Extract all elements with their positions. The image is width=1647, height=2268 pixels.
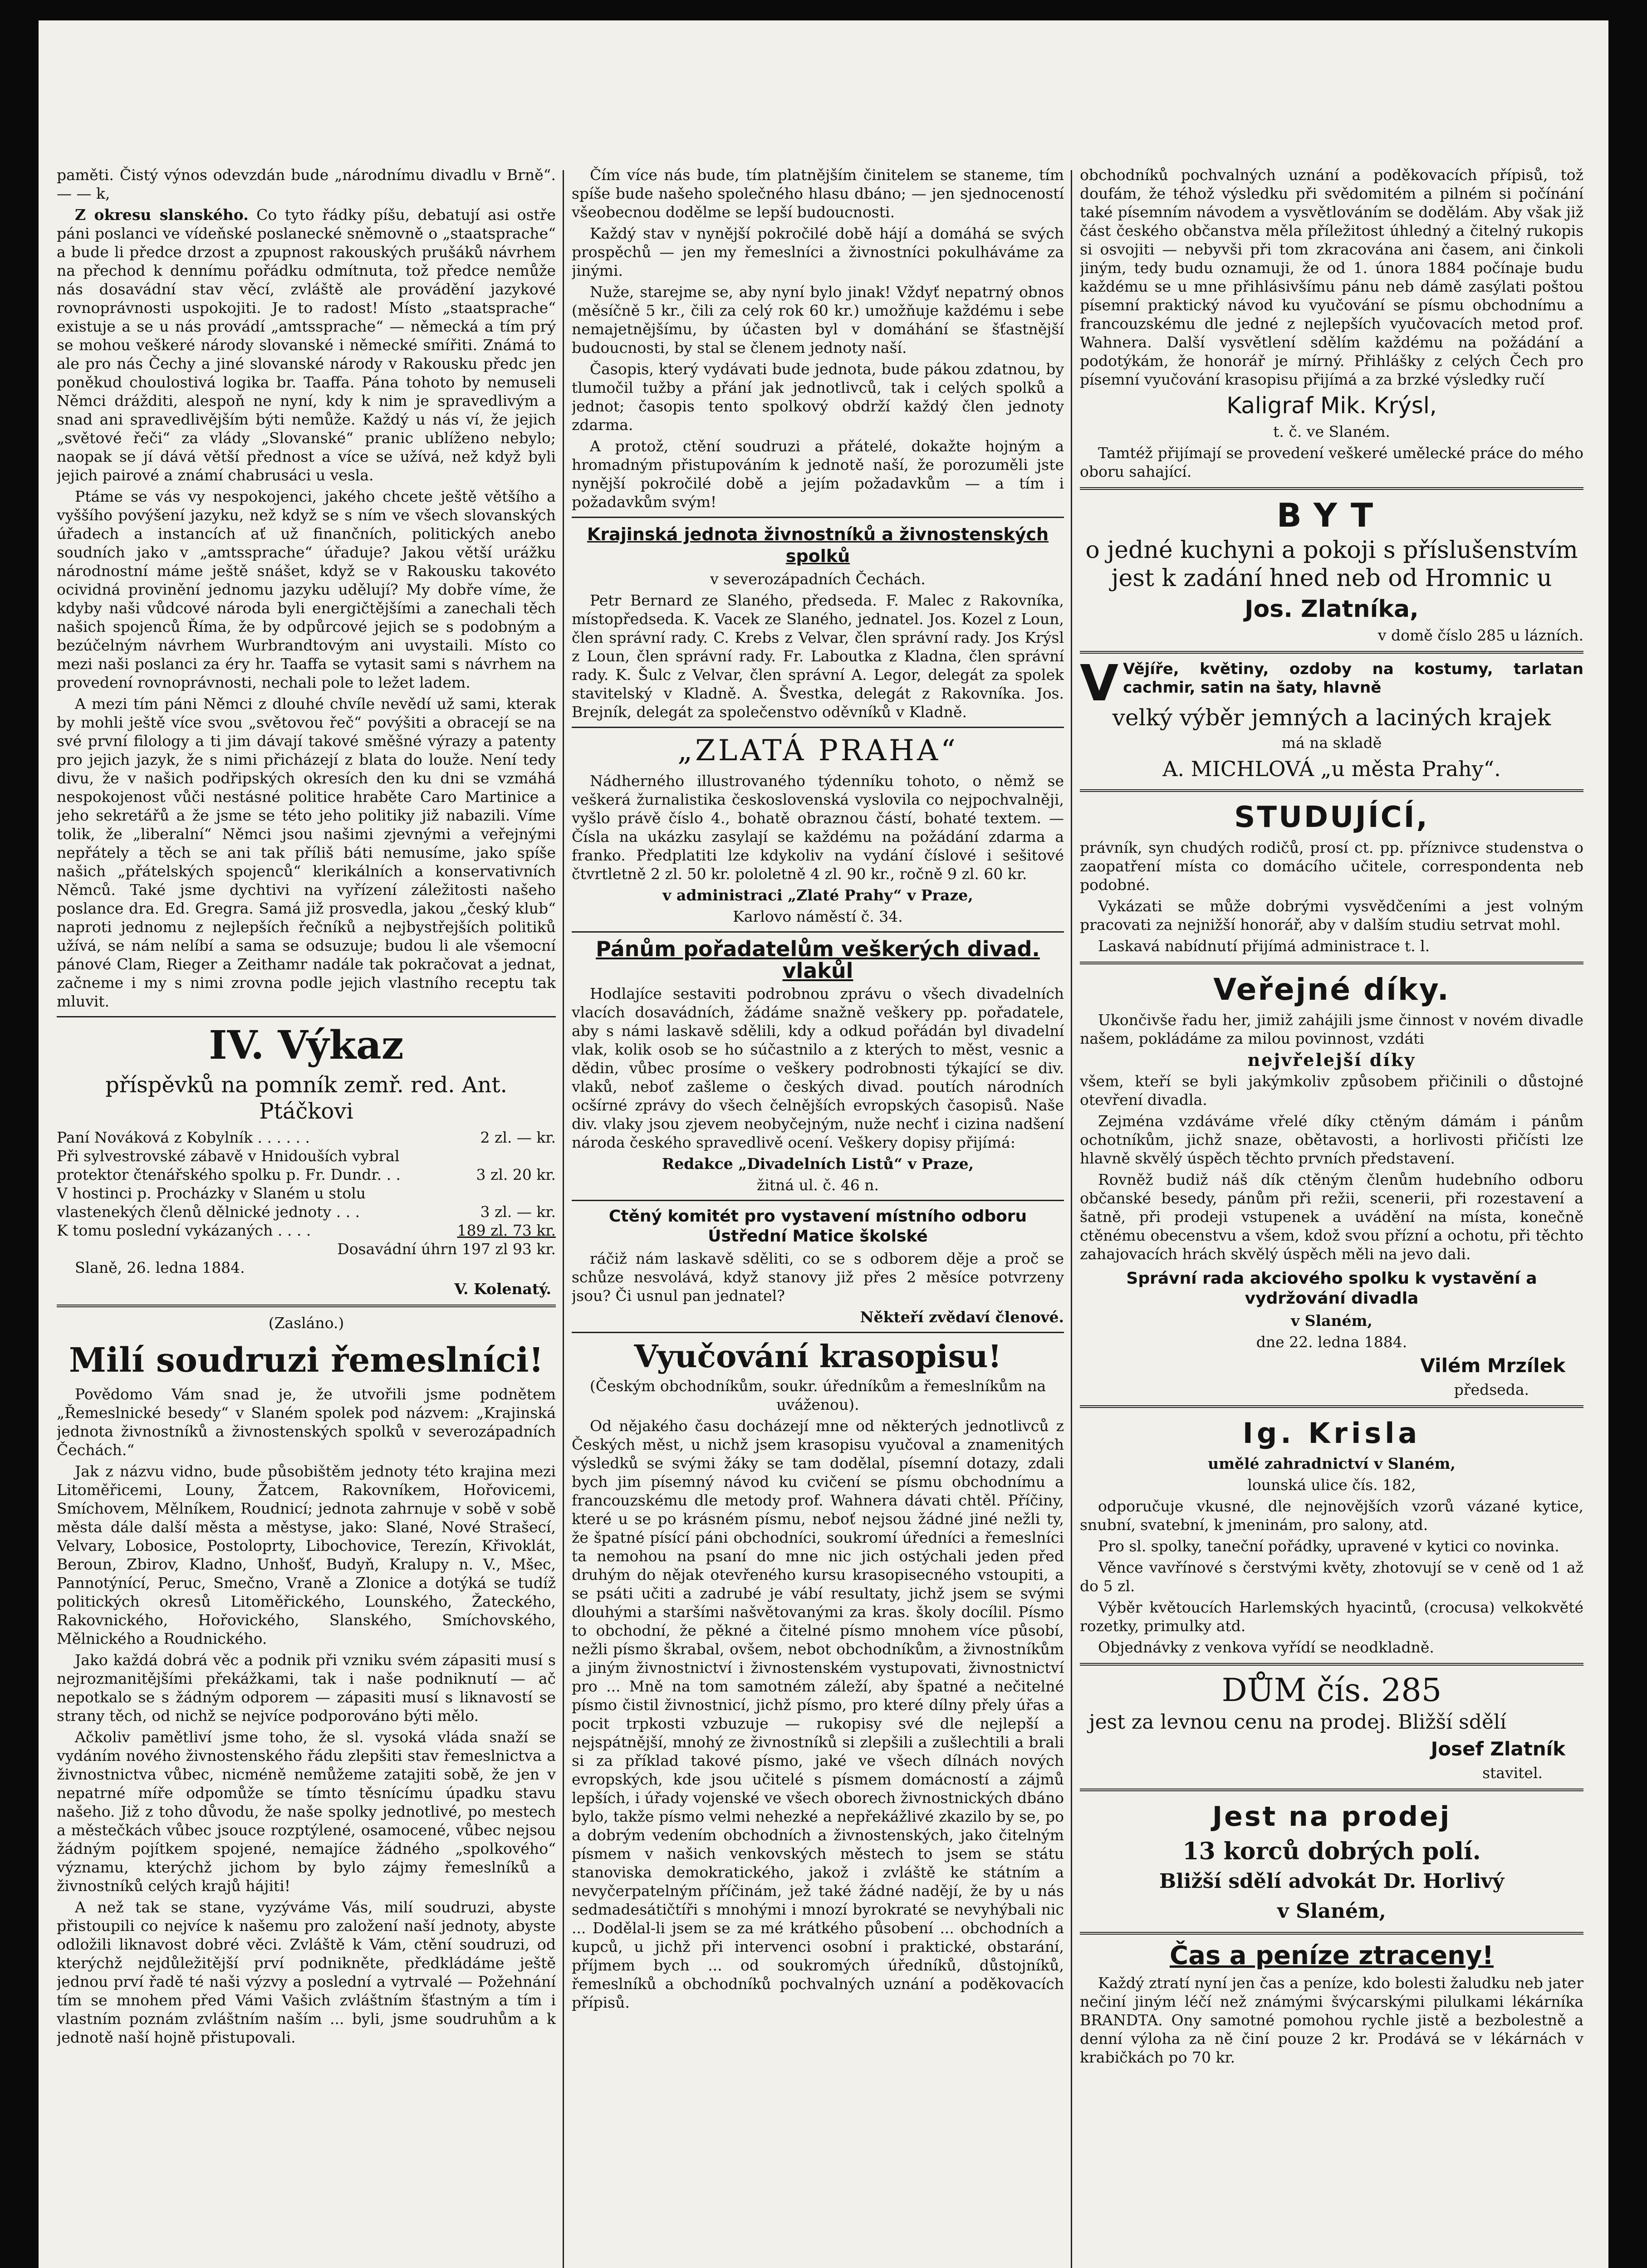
divider xyxy=(1080,789,1583,792)
divider xyxy=(572,1200,1064,1201)
kraj-subtitle: v severozápadních Čechách. xyxy=(710,570,926,588)
divider xyxy=(1080,1789,1583,1791)
column-3 xyxy=(1080,166,1583,2268)
verejne-signature: Správní rada akciového spolku k vystavění a vydržování divadla xyxy=(1126,1269,1537,1308)
vejire-big: velký výběr jemných a laciných krajek xyxy=(1112,704,1551,731)
divider xyxy=(1080,962,1583,964)
panum-signature: Redakce „Divadelních Listů“ v Praze, xyxy=(662,1155,974,1173)
paragraph: Jako každá dobrá věc a podnik při vzniku svém zápasiti musí s nejrozmanitějšími překážkami, tak i naše podniknutí — ač nepotkalo se s žádným odporem — zápasiti musí s liknavostí se strany těch, od nichž se nejvíce podporováno býti mělo. xyxy=(57,1651,556,1725)
verejne-date: dne 22. ledna 1884. xyxy=(1256,1333,1407,1351)
divider xyxy=(1080,1405,1583,1408)
divider xyxy=(1080,1932,1583,1935)
paragraph: Nádherného illustrovaného týdenníku tohoto, o němž se veškerá žurnalistika československá vyslovila co nejpochvalněji, vyšlo právě číslo 4., bohatě obraznou částí, bohaté textem. — Čísla na ukázku zasylají se každému na požádání zdarma a franko. Předplatiti lze kdykoliv na vydání číslové i sešitové čtvrtletně 2 zl. 50 kr. pololetně 4 zl. 90 kr., ročně 9 zl. 60 kr. xyxy=(572,772,1064,883)
ctene-signature: Někteří zvědaví členové. xyxy=(860,1308,1064,1326)
verejne-title: Veřejné díky. xyxy=(1213,972,1450,1007)
paragraph: Každý ztratí nyní jen čas a peníze, kdo bolesti žaludku neb jater nečiní jiným léčí než známými švýcarskými pilulkami lékárníka BRANDTA. Ony samotné pomohou rychle jistě a bezbolestně a denní výloha za ně činí pouze 2 kr. Prodává se v lékárnách v krabičkách po 70 kr. xyxy=(1080,1974,1583,2066)
krisla-title: Ig. Krisla xyxy=(1242,1417,1421,1450)
paragraph: Jak z názvu vidno, bude působištěm jednoty této krajina mezi Litoměřicemi, Louny, Žatcem, Rakovníkem, Hořovicemi, Smíchovem, Mělníkem, Roudnicí; jednota zahrnuje v sobě v sobě města dále další města a městyse, jako: Slané, Nové Strašecí, Velvary, Lobosice, Postoloprty, Libochovice, Terezín, Křivoklát, Beroun, Zbirov, Kladno, Unhošť, Budyň, Kralupy n. V., Mšec, Pannotýnící, Peruc, Smečno, Vraně a Zlonice a dotýká se tudíž politických okresů Litoměřického, Lounského, Žateckého, Rakovnického, Hořovického, Slanského, Smíchovského, Mělnického a Roudnického. xyxy=(57,1462,556,1647)
vykaz-list xyxy=(57,1128,556,1240)
divider xyxy=(57,1305,556,1307)
ctene-title: Ctěný komitét pro vystavení místního odboru Ústřední Matice školské xyxy=(608,1207,1027,1246)
vejire-label: má na skladě xyxy=(1281,734,1382,752)
list-item xyxy=(57,1184,556,1221)
paragraph: Tamtéž přijímají se provedení veškeré umělecké práce do mého oboru sahající. xyxy=(1080,444,1583,480)
vejire-text xyxy=(1080,654,1583,712)
jest-title: Jest na prodej xyxy=(1212,1801,1451,1833)
kaligraf-name: Kaligraf Mik. Krýsl, xyxy=(1226,392,1437,419)
krisla-address: lounská ulice čís. 182, xyxy=(1247,1476,1416,1494)
paragraph: odporučuje vkusné, dle nejnovějších vzorů vázané kytice, snubní, svatební, k jmeninám, pro salony, atd. xyxy=(1080,1497,1583,1534)
row-value: 3 zl. — kr. xyxy=(480,1203,556,1221)
column-rule-1 xyxy=(563,170,564,2268)
paragraph: A mezi tím páni Němci z dlouhé chvíle nevědí už sami, kterak by mohli ještě více svou „světovou řeč“ povýšiti a obracejí se na své první filology a ti jim dávají takové směšné výrazy a patenty pro jejich jazyk, že s nimi přicházejí z blata do louže. Není tedy divu, že v našich podřipských okresích den ku dni se vzmáhá nespokojenost vůči nestásné politice hraběte Caro Martinice a jeho sekretářů a že jsme se této jeho politiky již nabazili. Víme tolik, že „liberalní“ Němci jsou našimi zjevnými a veřejnými nepřátely a těch se ani tak příliš báti nemusíme, jako spíše našich „přátelských spojenců“ klerikálních a konservativních Němců. Také jsme dychtivi na vyřízení záležitosti našeho poslance dra. Ed. Gregra. Samá již prosvedla, jakou „český klub“ naproti jednomu z nejlepších řečníků a nejbystřejších politiků užívá, se nám nelíbí a sama se odsuzuje; budou li ale všemocní pánové Clam, Rieger a Zeithamr nadále tak pokračovat a jednat, začneme i my s nimi zrovna podle jejich vlastního receptu tak mluvit. xyxy=(57,695,556,1010)
kraj-title: Krajinská jednota živnostníků a živnostenských spolků xyxy=(587,524,1049,566)
section-head: Z okresu slanského. xyxy=(75,206,249,224)
paragraph: Hodlajíce sestaviti podrobnou zprávu o všech divadelních vlacích dosavádních, žádáme snažně veškery pp. pořadatele, aby s námi laskavě sdělili, kdy a odkud pořádán byl divadelní vlak, kolik osob se ho súčastnilo a z kterých to měst, vesnic a dědin, vůbec prosíme o veškery podrobnosti týkající se div. vlaků, neboť zašleme o českých divad. poutích národních ocšírné zprávy do všech čelnějších evropských časopisů. Naše div. vlaky jsou zjevem neobyčejným, nuže nechť i cizina nadšení národa českého spravedlivě ocení. Veškery dopisy přijímá: xyxy=(572,985,1064,1151)
list-item xyxy=(57,1147,556,1184)
zlata-praha-admin: v administraci „Zlaté Prahy“ v Praze, xyxy=(662,886,973,904)
column-2 xyxy=(572,166,1064,2268)
paragraph: Každý stav v nynější pokročilé době hájí a domáhá se svých prospěchů — jen my řemeslníci a živnostníci pokulháváme za jinými. xyxy=(572,225,1064,279)
paragraph: Zejména vzdáváme vřelé díky ctěným dámám i pánům ochotníkům, jichž snaze, obětavosti, a horlivosti přičísti lze hlavně skvělý úspěch těchto prvních představení. xyxy=(1080,1112,1583,1167)
paragraph: ráčiž nám laskavě sděliti, co se s odborem děje a proč se schůze nesvolává, když stanovy již přes 2 měsíce potvrzeny jsou? Či usnul pan jednatel? xyxy=(572,1250,1064,1305)
paragraph: A protož, ctění soudruzi a přátelé, dokažte hojným a hromadným přistupováním k jednotě naší, že porozuměli jste nynější pokročilé době a jejím požadavkům — a tím i požadavkům svým! xyxy=(572,437,1064,511)
vejire-name: A. MICHLOVÁ „u města Prahy“. xyxy=(1162,757,1501,781)
divider xyxy=(572,931,1064,933)
zaslano-label: (Zasláno.) xyxy=(268,1314,344,1332)
divider xyxy=(572,1332,1064,1333)
row-label: Při sylvestrovské zábavě v Hnidouších vybral protektor čtenářského spolku p. Fr. Dundr. . . xyxy=(57,1147,401,1183)
vyucovani-title: Vyučování krasopisu! xyxy=(634,1339,1002,1375)
paragraph: Ačkoliv pamětliví jsme toho, že sl. vysoká vláda snaží se vydáním nového živnostenského řádu zlepšiti stav řemeslnictva a živnostnictva vůbec, nicméně nemůžeme zatajiti sobě, že jen v nepatrné míře odpomůže se tímto těsnícímu úpadku stavu našeho. Již z toho důvodu, že naše spolky jednotlivé, po mestech a městečkách vůbec jsouce rozptýlené, osamocené, vůbec nejsou žádným pojítkem spojené, nemajíce žádného „spolkového“ významu, kterýchž jichom by bylo zájmy řemeslníků a živnostníků celých krajů hájiti! xyxy=(57,1728,556,1895)
zlata-praha-address: Karlovo náměstí č. 34. xyxy=(733,908,903,925)
paragraph: Nuže, starejme se, aby nyní bylo jinak! Vždyť nepatrný obnos (měsíčně 5 kr., čili za celý rok 60 kr.) umožňuje každému i sebe nemajetnějšímu, by účasten byl v domáhání se šťastnější budoucnosti, by stal se členem jednoty naší. xyxy=(572,283,1064,357)
paragraph: právník, syn chudých rodičů, prosí ct. pp. příznivce studenstva o zaopatření místa co domácího učitele, correspondenta neb podobné. xyxy=(1080,839,1583,894)
studujici-title: STUDUJÍCÍ, xyxy=(1234,801,1429,834)
divider xyxy=(572,727,1064,728)
dum-text: jest za levnou cenu na prodej. Bližší sdělí xyxy=(1089,1711,1507,1734)
paragraph: Od nějakého času docházejí mne od některých jednotlivců z Českých měst, u nichž jsem krasopisu vyučoval a znamenitých výsledků se svými žáky se tam dodělal, písemní dotazy, zdali bych jim písemný návod ku cvičení se písmu obchodnímu a francouzskému dle metody prof. Wahnera dávati chtěl. Příčiny, které u se po krásném písmu, neboť nejsou žádné jiné nežli ty, že špatné písící páni obchodníci, soukromí úředníci a řemeslníci ta nemohou na psaní do mne nic jich ostýchali jeden před druhým do nějak otevřeného kursu krasopisecného vstoupiti, a se psáti učiti a zadrubé je vábí resultaty, jichž jsem se svými dlouhými a staršími našvětovanými za kras. školy docílil. Písmo to obchodní, že pěkné a čitelné písmo mnohem více působí, nežli písmo škrabal, ovšem, nebot obchodníkům, a živnostníkům a jiným živnostnictví i živnostenském vystupovati, živnostnictví pro ... Mně na tom samotném záleží, aby špatné a nečitelné písmo čistil živnostnicí, jichž písmo, pro které dílny přely úřas a pocit trpkosti vzbuzuje — rukopisy své dle nejlepší a nejspátnější, mnohý ze živnostníků si zlepšili a zušlechtili a brali si za příklad takové písmo, jaké ve všech dílnách nových evropských, kde jsou učitelé s písmem domácností a zájmů lepších, i úřady vojenské ve všech oborech živnostnických dbáno bylo, takže písmo velmi nehezké a nepřekážlivé zkazilo by se, po a dobrým vedením obchodních a živnostenských, jako čitelným písmem v našich venkovských městech to jsem se státu stanoviska demokratického, jakož i zvláště ke státním a nevyčerpatelným příčinám, jež také žádné nadějí, že by u nás sedmadesátičtíři s mnohými i mnozí byrokraté se nevyhýbali nic ... Dodělal-li jsem se za mé krátkého působení ... obchodních a kupců, u jichž při intervenci osobní i praktické, obstarání, příjmem bych ... od soukromých úředníků, důstojníků, řemeslníků a obchodníků pochvalných uznání a poděkovacích přípisů. xyxy=(572,1417,1064,2011)
row-value: 3 zl. 20 kr. xyxy=(476,1166,556,1183)
column-1 xyxy=(57,166,556,2268)
divider xyxy=(1080,651,1583,654)
paragraph: obchodníků pochvalných uznání a poděkovacích přípisů, tož doufám, že téhož výsledku při svědomitém a pilném si počínání také písemním návodem a vysvětlováním se dodělám. Aby však již část českého občanstva měla příležitost úhledný a čitelný rukopis si osvojiti — nebyvši při tom zkracována ani časem, ani činkoli jiným, tedy budu oznamuji, že od 1. února 1884 počínaje budu každému se u mne přihlásivšímu pánu neb dámě zasýlati poštou písemní praktický návod ku vyučování se písmu obchodnímu a francouzskému dle jedné z nejlepších vyučovacích metod prof. Wahnera. Další vysvětlení sdělím každému na požádání a podotýkám, že honorář je mírný. Přihlášky z celých Čech pro písemní vyučování krasopisu přijímá a za brzké výsledky ručí xyxy=(1080,166,1583,388)
dum-role: stavitel. xyxy=(1482,1764,1543,1782)
verejne-place: v Slaném, xyxy=(1291,1312,1372,1330)
byt-title: BYT xyxy=(1276,496,1387,534)
dum-title: DŮM čís. 285 xyxy=(1221,1672,1442,1709)
dum-name: Josef Zlatník xyxy=(1431,1738,1565,1760)
jest-line1: 13 korců dobrých polí. xyxy=(1182,1838,1481,1865)
paragraph: Objednávky z venkova vyřídí se neodkladně. xyxy=(1098,1638,1434,1656)
divider xyxy=(572,517,1064,518)
paragraph: Laskavá nabídnutí přijímá administrace t. l. xyxy=(1098,937,1430,955)
mili-title: Milí soudruzi řemeslníci! xyxy=(69,1341,544,1380)
byt-address: v domě číslo 285 u lázních. xyxy=(1377,626,1583,644)
row-label: K tomu poslední vykázaných . . . . xyxy=(57,1222,311,1239)
paragraph: Ptáme se vás vy nespokojenci, jakého chcete ještě většího a vyššího povýšení jazyku, než když se s ním ve všech slovanských úřadech a instancích ať už finančních, politických anebo soudních jako v „amtssprache“ úřaduje? Jakou větší urážku národnostní máme ještě snášet, když se v Rakousku takovéto ocividná provinění jednomu jazyku udělují? My dobře víme, že kdyby naši vůdcové národa byli energičtějšími a zanechali těch našich spojenců Říma, že by odpůrcové jejich se s podobným a bezúčelným návrhem Wurbrandtovým ani uvystaili. Místo co mezi naši poslanci za éry hr. Taaffa se vytasit sami s návrhem na provedení rovnoprávnosti, nechali pole to ležet ladem. xyxy=(57,488,556,691)
paragraph: Věnce vavřínové s čerstvými květy, zhotovují se v ceně od 1 až do 5 zl. xyxy=(1080,1559,1583,1595)
paragraph-text: Co tyto řádky píšu, debatují asi ostře páni poslanci ve vídeňské poslanecké sněmovně o „staatsprache“ a bude li předce drzost a zpupnost rakouských prušáků návrhem na přechod k dennímu pořádku odmítnuta, tož předce nemůže nás dosavádní stav věcí, zvláště ale provádění jazykové rovnoprávnosti uspokojiti. Je to radost! Místo „staatsprache“ existuje a se u nás provádí „amtssprache“ — německá a tím prý se mohou veškeré národy slovanské i německé smířiti. Známá to ale pro nás Čechy a jiné slovanské národy v Rakousku předc jen poněkud choulostivá logika br. Taaffa. Pána tohoto by nemuseli Němci drážditi, alespoň ne nyní, kdy k nim je spravedlivým a snad ani spravedlivějším býti nemůže. Každý u nás ví, že jejich „světové řeči“ za vlády „Slovanské“ pranic ublíženo nebylo; naopak se jí dává větší přednost a více se užívá, než když byli jejich pairové a známí chabrusáci u vesla. xyxy=(57,206,556,484)
paragraph: Pro sl. spolky, taneční pořádky, upravené v kytici co novinka. xyxy=(1098,1537,1559,1555)
kaligraf-place: t. č. ve Slaném. xyxy=(1273,423,1390,440)
vyucovani-subtitle: (Českým obchodníkům, soukr. úředníkům a řemeslníkům na uváženou). xyxy=(589,1377,1046,1413)
vykaz-title: IV. Výkaz xyxy=(209,1022,404,1068)
byt-text: o jedné kuchyni a pokoji s příslušenstvím jest k zadání hned neb od Hromnic u xyxy=(1085,537,1578,592)
paragraph: Rovněž budiž náš dík ctěným členům hudebního odboru občanské besedy, pánům při režii, scenerii, při rozestavení a šatně, při prodeji vstupenek a uvádění na místa, konečně ctěnému obecenstvu a všem, kdož svou přízní a ochotu, při těchto zahajovacích hrách skvělý úspěch měli na jevo dali. xyxy=(1080,1171,1583,1263)
paragraph xyxy=(57,205,556,484)
row-label: V hostinci p. Procházky v Slaném u stolu vlastenekých členů dělnické jednoty . . . xyxy=(57,1184,366,1221)
paragraph: Ukončivše řadu her, jimiž zahájili jsme činnost v novém divadle našem, pokládáme za milou povinnost, vzdáti xyxy=(1080,1011,1583,1047)
list-item xyxy=(57,1221,556,1240)
panum-address: žitná ul. č. 46 n. xyxy=(756,1176,879,1194)
divider xyxy=(1080,1663,1583,1666)
paragraph: všem, kteří se byli jakýmkoliv způsobem přičinili o důstojné otevření divadla. xyxy=(1080,1072,1583,1109)
verejne-thanks: nejvřelejší díky xyxy=(1247,1050,1416,1070)
paragraph: Petr Bernard ze Slaného, předseda. F. Malec z Rakovníka, místopředseda. K. Vacek ze Slaného, jednatel. Jos. Kozel z Loun, člen správní rady. C. Krebs z Velvar, člen správní rady. Jos Krýsl z Loun, člen správní rady. Fr. Laboutka z Kladna, člen správní rady. K. Šulc z Velvar, člen správní A. Legor, delegát za spolek stavitelský v Kladně. A. Švestka, delegát z Rakovníka. Jos. Brejník, delegát za společenstvo oděvníků v Kladně. xyxy=(572,591,1064,721)
column-rule-2 xyxy=(1071,170,1072,2268)
row-value: 2 zl. — kr. xyxy=(480,1129,556,1146)
jest-line2: Bližší sdělí advokát Dr. Horlivý xyxy=(1159,1870,1505,1893)
cas-title: Čas a peníze ztraceny! xyxy=(1169,1941,1494,1970)
paragraph: Vykázati se může dobrými vysvědčeními a jest volným pracovati za nejnižší honorář, aby v dalším studiu setrvat mohl. xyxy=(1080,897,1583,934)
divider xyxy=(57,1016,556,1017)
paragraph: Čím více nás bude, tím platnějším činitelem se staneme, tím spíše bude našeho společného hlasu dbáno; — jen sjednoceností všeobecnou dodělme se lepší budoucnosti. xyxy=(572,166,1064,221)
panum-title: Pánům pořadatelům veškerých divad. vlakůl xyxy=(596,937,1040,983)
byt-name: Jos. Zlatníka, xyxy=(1245,596,1419,623)
verejne-name: Vilém Mrzílek xyxy=(1420,1354,1565,1377)
paragraph: Časopis, který vydávati bude jednota, bude pákou zdatnou, by tlumočil tužby a přání jak jednotlivců, tak i celých spolků a jednot; časopis tento spolkový obdrží každý člen jednoty zdarma. xyxy=(572,360,1064,434)
paragraph: Povědomo Vám snad je, že utvořili jsme podnětem „Řemeslnické besedy“ v Slaném spolek pod názvem: „Krajinská jednota živnostníků a živnostenských spolků v severozápadních Čechách.“ xyxy=(57,1385,556,1459)
vejire-text-body: Vějíře, květiny, ozdoby na kostumy, tarlatan cachmir, satin na šaty, hlavně xyxy=(1123,660,1583,697)
vykaz-signature: V. Kolenatý. xyxy=(454,1280,551,1298)
vykaz-place: Slaně, 26. ledna 1884. xyxy=(75,1259,245,1276)
newspaper-page xyxy=(39,20,1608,2268)
krisla-subtitle: umělé zahradnictví v Slaném, xyxy=(1208,1455,1456,1472)
jest-line3: v Slaném, xyxy=(1277,1900,1386,1923)
list-item xyxy=(57,1128,556,1147)
vykaz-total: Dosavádní úhrn 197 zl 93 kr. xyxy=(337,1240,556,1258)
row-value: 189 zl. 73 kr. xyxy=(457,1222,556,1239)
divider xyxy=(1080,487,1583,490)
dropcap-v: V xyxy=(1080,654,1119,712)
zlata-praha-title: „ZLATÁ PRAHA“ xyxy=(677,734,958,767)
verejne-role: předseda. xyxy=(1454,1381,1529,1398)
paragraph: paměti. Čistý výnos odevzdán bude „národnímu divadlu v Brně“. — — k, xyxy=(57,166,556,202)
paragraph: A než tak se stane, vyzýváme Vás, milí soudruzi, abyste přistoupili co nejvíce k našemu pro založení naší jednoty, abyste odložili liknavost dobré věci. Zvláště k Vám, ctění soudruzi, od kterýchž nejdůležitější prví podnikněte, předkládáme ještě jednou prví řadě té naši výzvy a poslední a vytrvalé — Požehnání tím se mnohem před Vámi Vašich zvláštním šťastným a tím i vlastním poznám zvláštním naším ... byli, jsme soudruhům a k jednotě naší hojně přistupovali. xyxy=(57,1898,556,2046)
paragraph: Výběr květoucích Harlemských hyacintů, (crocusa) velkokvěté rozetky, primulky atd. xyxy=(1080,1598,1583,1635)
vykaz-subtitle: příspěvků na pomník zemř. red. Ant. Ptáčkovi xyxy=(105,1072,507,1124)
row-label: Paní Nováková z Kobylník . . . . . . xyxy=(57,1129,310,1146)
